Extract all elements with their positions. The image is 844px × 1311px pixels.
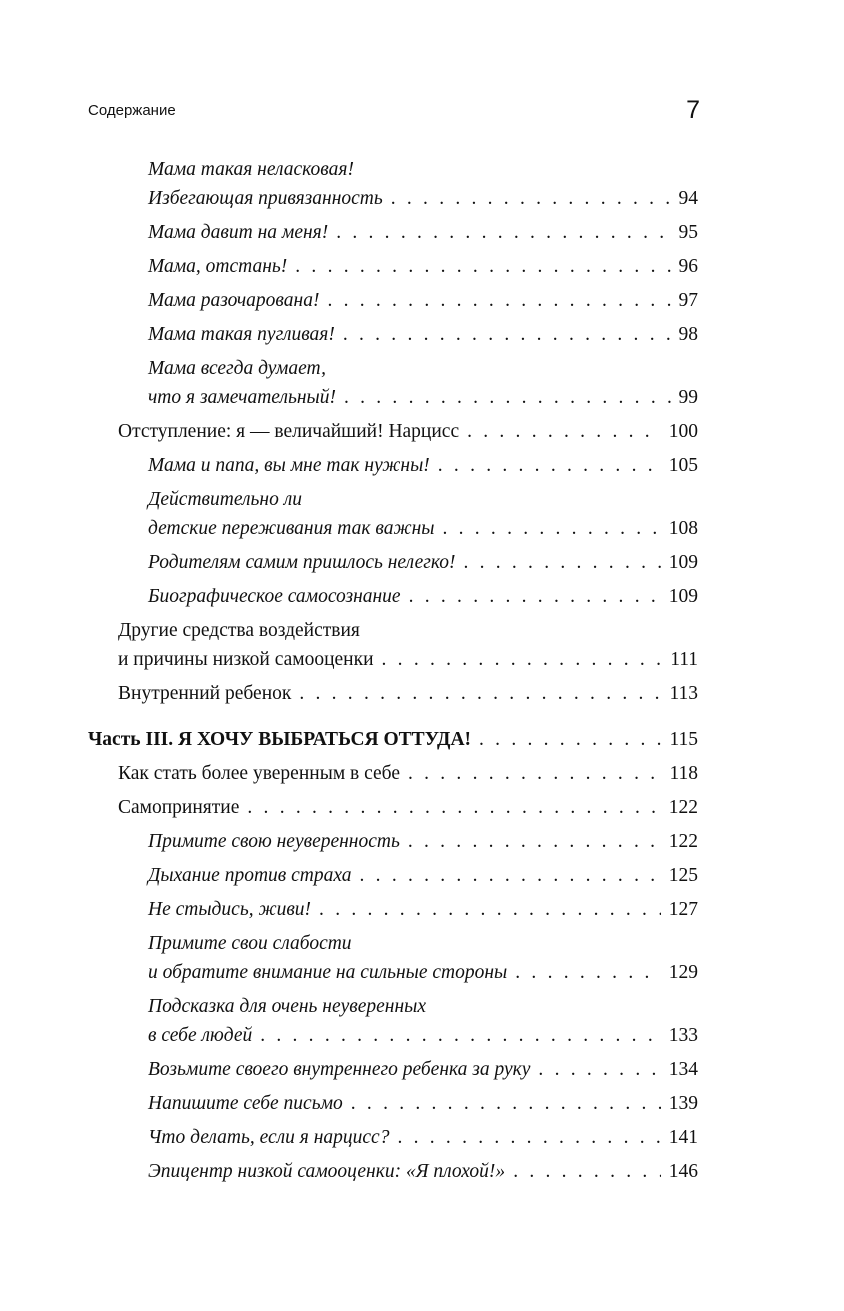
toc-entry: [0, 354, 844, 412]
dot-leader: [260, 1021, 661, 1050]
toc-entry-page: 111: [670, 649, 698, 670]
toc-entry: [0, 548, 844, 577]
toc-entry-title: Родителям самим пришлось нелегко!: [148, 552, 456, 573]
dot-leader: [351, 1089, 661, 1118]
toc-entry-title: Мама, отстань!: [148, 256, 288, 277]
toc-entry-page: 97: [678, 290, 698, 311]
toc-entry-title: и обратите внимание на сильные стороны: [148, 962, 508, 983]
dot-leader: [343, 320, 671, 349]
toc-entry: [0, 679, 844, 708]
toc-entry-page: 100: [668, 421, 698, 442]
toc-entry-page: 95: [678, 222, 698, 243]
dot-leader: [295, 252, 670, 281]
dot-leader: [336, 218, 670, 247]
toc-entry-title: Эпицентр низкой самооценки: «Я плохой!»: [148, 1161, 506, 1182]
dot-leader: [408, 827, 661, 856]
toc-entry-title: Часть III. Я ХОЧУ ВЫБРАТЬСЯ ОТТУДА!: [88, 729, 472, 750]
toc-entry-title: в себе людей: [148, 1025, 253, 1046]
toc-entry-title: Мама такая неласковая!: [148, 159, 354, 180]
toc-entry-title: Самопринятие: [118, 797, 240, 818]
toc-entry: [0, 929, 844, 987]
dot-leader: [397, 1123, 660, 1152]
toc-entry: [0, 895, 844, 924]
dot-leader: [299, 679, 661, 708]
toc-entry: [0, 1157, 844, 1186]
toc-entry: [0, 992, 844, 1050]
running-header: [88, 96, 700, 128]
dot-leader: [319, 895, 661, 924]
toc-entry-page: 146: [668, 1161, 698, 1182]
toc-entry-page: 141: [668, 1127, 698, 1148]
toc-entry-page: 127: [668, 899, 698, 920]
toc-entry-page: 108: [668, 518, 698, 539]
dot-leader: [538, 1055, 660, 1084]
toc-entry-title: Примите свою неуверенность: [148, 831, 400, 852]
toc-entry: [0, 793, 844, 822]
toc-entry: [0, 320, 844, 349]
toc-entry-title: и причины низкой самооценки: [118, 649, 374, 670]
toc-entry-title: Биографическое самосознание: [148, 586, 401, 607]
toc-entry-title: Как стать более уверенным в себе: [118, 763, 400, 784]
dot-leader: [408, 759, 661, 788]
dot-leader: [327, 286, 670, 315]
toc-entry-page: 109: [668, 586, 698, 607]
dot-leader: [360, 861, 661, 890]
toc-entry-title: Другие средства воздействия: [118, 620, 360, 641]
toc-entry-page: 96: [678, 256, 698, 277]
toc-entry-title: Дыхание против страха: [148, 865, 352, 886]
toc-entry-title: Примите свои слабости: [148, 933, 352, 954]
toc-entry-page: 134: [668, 1059, 698, 1080]
toc-entry: [0, 252, 844, 281]
toc-entry-title: Внутренний ребенок: [118, 683, 292, 704]
toc-entry: [0, 1055, 844, 1084]
toc-entry: [0, 155, 844, 213]
dot-leader: [438, 451, 661, 480]
toc-entry-title: детские переживания так важны: [148, 518, 435, 539]
toc-entry-title: Мама давит на меня!: [148, 222, 329, 243]
dot-leader: [391, 184, 671, 213]
toc-entry-page: 125: [668, 865, 698, 886]
dot-leader: [467, 417, 661, 446]
dot-leader: [513, 1157, 661, 1186]
toc-entry-page: 122: [668, 797, 698, 818]
dot-leader: [409, 582, 661, 611]
toc-entry-page: 133: [668, 1025, 698, 1046]
toc-entry: [0, 218, 844, 247]
toc-entry-page: 115: [669, 729, 698, 750]
toc-entry-title: что я замечательный!: [148, 387, 336, 408]
table-of-contents: [0, 155, 844, 1186]
toc-entry-page: 98: [678, 324, 698, 345]
toc-entry: [0, 759, 844, 788]
dot-leader: [442, 514, 660, 543]
toc-entry-page: 109: [668, 552, 698, 573]
toc-entry: [0, 286, 844, 315]
toc-entry: [0, 1123, 844, 1152]
toc-entry-title: Мама и папа, вы мне так нужны!: [148, 455, 430, 476]
toc-entry-page: 94: [678, 188, 698, 209]
toc-entry-title: Напишите себе письмо: [148, 1093, 343, 1114]
toc-entry-title: Действительно ли: [148, 489, 302, 510]
toc-entry: [0, 725, 844, 754]
toc-entry: [0, 582, 844, 611]
toc-entry-title: Возьмите своего внутреннего ребенка за руку: [148, 1059, 531, 1080]
toc-entry-title: Что делать, если я нарцисс?: [148, 1127, 390, 1148]
toc-entry-title: Отступление: я — величайший! Нарцисс: [118, 421, 460, 442]
dot-leader: [479, 725, 661, 754]
toc-entry-page: 122: [668, 831, 698, 852]
toc-entry: [0, 417, 844, 446]
toc-entry-page: 113: [669, 683, 698, 704]
dot-leader: [344, 383, 671, 412]
dot-leader: [247, 793, 660, 822]
dot-leader: [463, 548, 660, 577]
page-number: 7: [686, 96, 700, 124]
toc-entry-title: Мама разочарована!: [148, 290, 320, 311]
toc-entry: [0, 1089, 844, 1118]
toc-entry-page: 118: [669, 763, 698, 784]
toc-entry-title: Подсказка для очень неуверенных: [148, 996, 426, 1017]
toc-entry: [0, 451, 844, 480]
dot-leader: [515, 958, 660, 987]
toc-entry: [0, 485, 844, 543]
toc-entry: [0, 827, 844, 856]
toc-entry-page: 105: [668, 455, 698, 476]
dot-leader: [382, 645, 663, 674]
toc-entry-title: Не стыдись, живи!: [148, 899, 312, 920]
toc-entry: [0, 861, 844, 890]
toc-entry-page: 129: [668, 962, 698, 983]
toc-entry-title: Мама такая пугливая!: [148, 324, 335, 345]
toc-entry-page: 139: [668, 1093, 698, 1114]
toc-entry-page: 99: [678, 387, 698, 408]
toc-entry-title: Мама всегда думает,: [148, 358, 326, 379]
header-title: Содержание: [88, 102, 176, 119]
toc-entry: [0, 616, 844, 674]
toc-entry-title: Избегающая привязанность: [148, 188, 383, 209]
